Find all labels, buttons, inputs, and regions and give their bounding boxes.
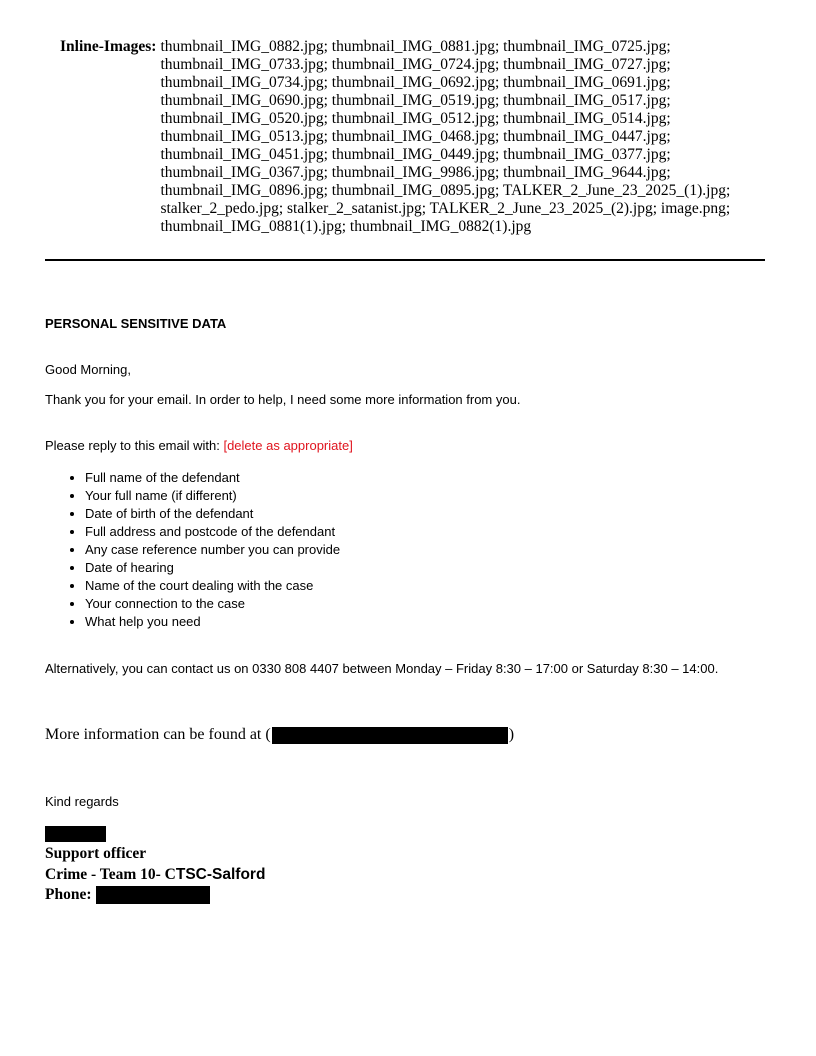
signature-role: Support officer (45, 845, 147, 862)
list-item: • Any case reference number you can provide (85, 541, 340, 559)
sensitivity-heading: PERSONAL SENSITIVE DATA (45, 316, 227, 331)
inline-images-label: Inline-Images: (60, 38, 157, 55)
redacted-sender-name (45, 826, 106, 842)
list-item: • Date of birth of the defendant (85, 505, 340, 523)
more-info-line (45, 725, 514, 745)
reply-prompt (45, 437, 775, 455)
signature-phone-label: Phone: (45, 886, 92, 903)
list-item: • Name of the court dealing with the case (85, 577, 340, 595)
more-info-prefix: More information can be found at ( (45, 726, 271, 743)
list-item: • Your connection to the case (85, 595, 340, 613)
signature-team (45, 865, 265, 885)
requested-info-list (45, 469, 340, 631)
closing: Kind regards (45, 794, 119, 809)
redacted-phone (96, 886, 210, 904)
signature-phone (45, 885, 210, 905)
signature-team-prefix: Crime - Team 10- C (45, 866, 176, 883)
greeting: Good Morning, (45, 362, 131, 377)
inline-images-list: thumbnail_IMG_0882.jpg; thumbnail_IMG_0881.jpg; thumbnail_IMG_0725.jpg; thumbnail_IMG_0733.jpg; thumbnail_IMG_0724.jpg; thumbnail_IMG_0727.jpg; thumbnail_IMG_0734.jpg; thumbnail_IMG_0692.jpg; thumbnail_IMG_0691.jpg; thumbnail_IMG_0690.jpg; thumbnail_IMG_0519.jpg; thumbnail_IMG_0517.jpg; thumbnail_IMG_0520.jpg; thumbnail_IMG_0512.jpg; thumbnail_IMG_0514.jpg; thumbnail_IMG_0513.jpg; thumbnail_IMG_0468.jpg; thumbnail_IMG_0447.jpg; thumbnail_IMG_0451.jpg; thumbnail_IMG_0449.jpg; thumbnail_IMG_0377.jpg; thumbnail_IMG_0367.jpg; thumbnail_IMG_9986.jpg; thumbnail_IMG_9644.jpg; thumbnail_IMG_0896.jpg; thumbnail_IMG_0895.jpg; TALKER_2_June_23_2025_(1).jpg; stalker_2_pedo.jpg; stalker_2_satanist.jpg; TALKER_2_June_23_2025_(2).jpg; image.png; thumbnail_IMG_0881(1).jpg; thumbnail_IMG_0882(1).jpg (160, 38, 731, 235)
more-info-suffix: ) (508, 726, 515, 743)
inline-images-header (60, 38, 780, 236)
list-item: • What help you need (85, 613, 340, 631)
intro-text: Thank you for your email. In order to help, I need some more information from you. (45, 392, 521, 407)
signature-team-suffix: TSC-Salford (175, 866, 266, 883)
reply-prompt-text: Please reply to this email with: (45, 438, 224, 453)
contact-line: Alternatively, you can contact us on 0330 808 4407 between Monday – Friday 8:30 – 17:00 or Saturday 8:30 – 14:00. (45, 661, 719, 676)
header-divider (45, 259, 765, 261)
list-item: • Your full name (if different) (85, 487, 340, 505)
redacted-url (272, 727, 508, 744)
list-item: • Date of hearing (85, 559, 340, 577)
list-item: • Full name of the defendant (85, 469, 340, 487)
reply-note: [delete as appropriate] (223, 438, 353, 453)
list-item: • Full address and postcode of the defendant (85, 523, 340, 541)
